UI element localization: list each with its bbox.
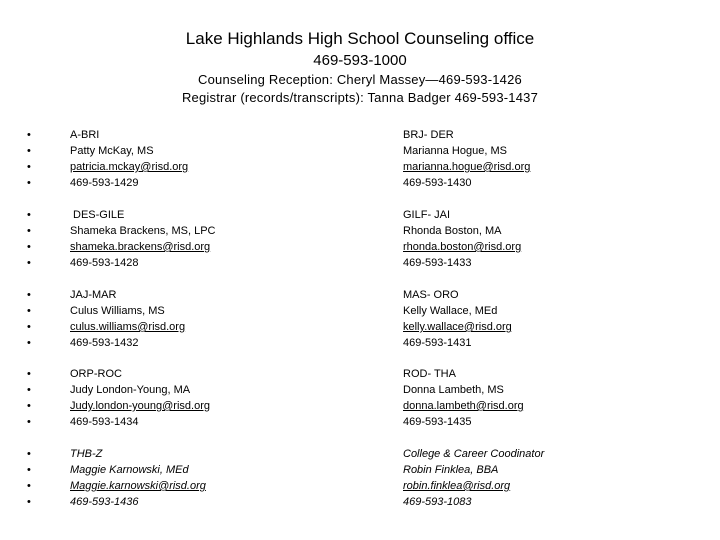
counselor-phone: 469-593-1433: [403, 257, 472, 269]
counselor-email-link[interactable]: patricia.mckay@risd.org: [70, 161, 189, 173]
counselor-email-link[interactable]: marianna.hogue@risd.org: [403, 161, 531, 173]
main-phone: 469-593-1000: [313, 52, 407, 69]
counselor-right: [403, 127, 530, 191]
alpha-range: ROD- THA: [403, 368, 456, 380]
counselor-block: [0, 207, 720, 279]
counselor-name: Patty McKay, MS: [70, 145, 154, 157]
bullet: •: [27, 145, 31, 157]
alpha-range: MAS- ORO: [403, 289, 459, 301]
bullet: •: [27, 368, 31, 380]
counselor-right: [403, 446, 544, 510]
bullet-list: [27, 366, 31, 430]
counselor-left: [70, 446, 206, 510]
alpha-range: THB-Z: [70, 448, 103, 460]
counselor-block: [0, 366, 720, 438]
bullet-list: [27, 207, 31, 271]
counselor-block: [0, 287, 720, 359]
bullet-list: [27, 446, 31, 510]
bullet: •: [27, 448, 31, 460]
counselor-phone: 469-593-1431: [403, 337, 472, 349]
bullet: •: [27, 305, 31, 317]
counselor-left: [70, 366, 210, 430]
counselor-phone: 469-593-1435: [403, 416, 472, 428]
alpha-range: JAJ-MAR: [70, 289, 117, 301]
alpha-range: GILF- JAI: [403, 209, 451, 221]
bullet: •: [27, 257, 31, 269]
counselor-left: [70, 127, 188, 191]
bullet: •: [27, 321, 31, 333]
page-title: Lake Highlands High School Counseling office: [185, 29, 535, 48]
counselor-email-link[interactable]: shameka.brackens@risd.org: [70, 241, 211, 253]
counselor-email-link[interactable]: robin.finklea@risd.org: [403, 480, 511, 492]
counselor-email-link[interactable]: Judy.london-young@risd.org: [70, 400, 210, 412]
bullet: •: [27, 464, 31, 476]
bullet: •: [27, 400, 31, 412]
bullet: •: [27, 177, 31, 189]
counselor-name: Robin Finklea, BBA: [403, 464, 499, 476]
counselor-right: [403, 207, 521, 271]
alpha-range: BRJ- DER: [403, 129, 454, 141]
counselor-phone: 469-593-1430: [403, 177, 472, 189]
bullet-list: [27, 287, 31, 351]
alpha-range: College & Career Coodinator: [403, 448, 545, 460]
counselor-email-link[interactable]: donna.lambeth@risd.org: [403, 400, 524, 412]
counselor-phone: 469-593-1434: [70, 416, 139, 428]
counselor-name: Shameka Brackens, MS, LPC: [70, 225, 216, 237]
alpha-range: DES-GILE: [73, 209, 125, 221]
counselor-email-link[interactable]: rhonda.boston@risd.org: [403, 241, 522, 253]
counselor-block: [0, 446, 720, 518]
counselor-name: Culus Williams, MS: [70, 305, 165, 317]
bullet: •: [27, 241, 31, 253]
counselor-name: Donna Lambeth, MS: [403, 384, 504, 396]
counselor-name: Judy London-Young, MA: [70, 384, 191, 396]
bullet: •: [27, 129, 31, 141]
bullet: •: [27, 384, 31, 396]
bullet: •: [27, 225, 31, 237]
counselor-email-link[interactable]: culus.williams@risd.org: [70, 321, 186, 333]
registrar-contact: Registrar (records/transcripts): Tanna Badger 469-593-1437: [181, 90, 539, 105]
counselor-phone: 469-593-1436: [70, 496, 139, 508]
counselor-phone: 469-593-1429: [70, 177, 139, 189]
counselor-name: Kelly Wallace, MEd: [403, 305, 498, 317]
counselor-left: [70, 207, 216, 271]
alpha-range: A-BRI: [70, 129, 100, 141]
bullet: •: [27, 480, 31, 492]
counselor-phone: 469-593-1432: [70, 337, 139, 349]
alpha-range: ORP-ROC: [70, 368, 122, 380]
counselor-block: [0, 127, 720, 199]
bullet: •: [27, 496, 31, 508]
bullet: •: [27, 337, 31, 349]
bullet: •: [27, 416, 31, 428]
counselor-left: [70, 287, 185, 351]
counselor-right: [403, 366, 524, 430]
bullet: •: [27, 209, 31, 221]
counselor-name: Marianna Hogue, MS: [403, 145, 507, 157]
counselor-phone: 469-593-1083: [403, 496, 472, 508]
reception-contact: Counseling Reception: Cheryl Massey—469-593-1426: [198, 72, 522, 87]
counselor-email-link[interactable]: kelly.wallace@risd.org: [403, 321, 512, 333]
counselor-right: [403, 287, 512, 351]
counselor-name: Rhonda Boston, MA: [403, 225, 502, 237]
counselor-name: Maggie Karnowski, MEd: [70, 464, 189, 476]
bullet-list: [27, 127, 31, 191]
bullet: •: [27, 289, 31, 301]
counselor-email-link[interactable]: Maggie.karnowski@risd.org: [70, 480, 206, 492]
bullet: •: [27, 161, 31, 173]
counselor-phone: 469-593-1428: [70, 257, 139, 269]
